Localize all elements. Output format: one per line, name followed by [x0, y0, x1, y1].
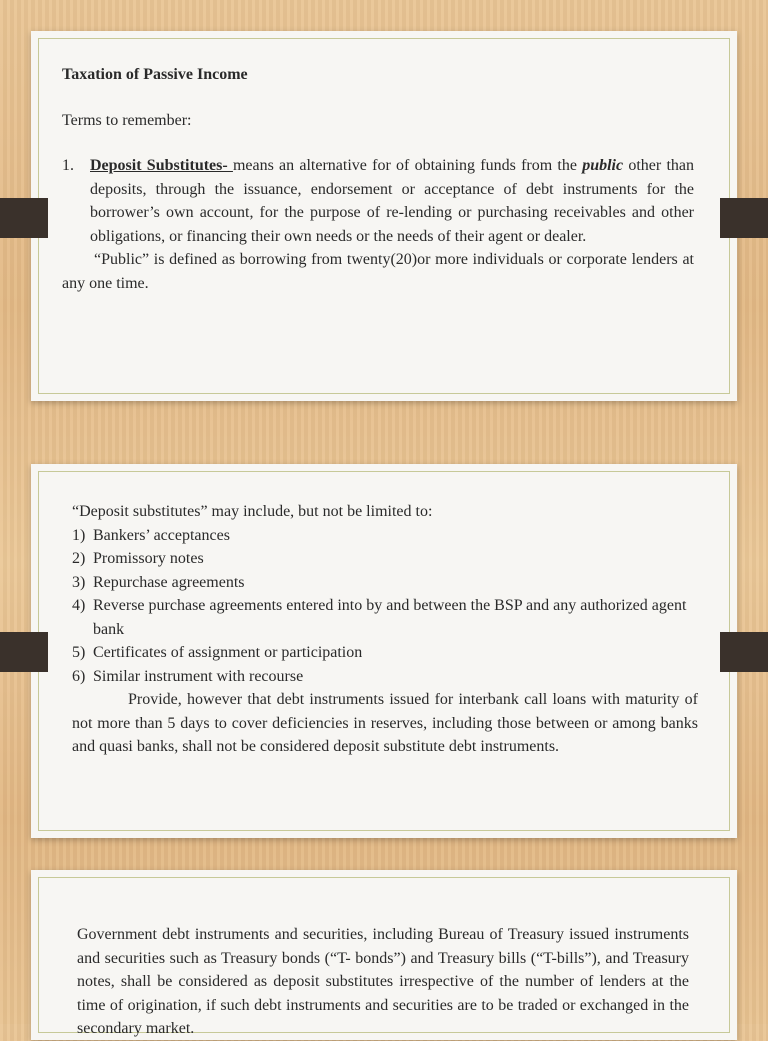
- list-item-number: 4): [72, 597, 86, 614]
- proviso-paragraph: Provide, however that debt instruments issued for interbank call loans with maturity of not more than 5 days to cover deficiencies in reserves, including those between or among banks and quasi banks, shall not be considered deposit substitute debt instruments.: [72, 691, 698, 755]
- slide-3: [31, 870, 737, 1040]
- term-public: public: [582, 157, 624, 174]
- list-item: [72, 641, 698, 665]
- list-item-number: 2): [72, 550, 86, 567]
- list-item-text: Certificates of assignment or participation: [93, 644, 363, 661]
- list-item-number: 1): [72, 526, 86, 544]
- definition-item: [62, 154, 694, 248]
- slide-tab-left: [0, 632, 48, 672]
- slide-tab-right: [720, 198, 768, 238]
- slide-1: [31, 31, 737, 401]
- definition-text: [90, 154, 694, 248]
- list-item: [72, 665, 698, 689]
- list-item-text: Reverse purchase agreements entered into by and between the BSP and any authorized agent bank: [93, 597, 687, 638]
- list-item: [72, 524, 698, 548]
- government-debt-paragraph: Government debt instruments and securities, including Bureau of Treasury issued instruments and securities such as Treasury bonds (“T- bonds”) and Treasury bills (“T-bills”), and Treasury notes, shall be considered as deposit substitutes irrespective of the number of lenders at the time of origination, if such debt instruments and securities are to be traded or exchanged in the secondary market.: [77, 926, 689, 1037]
- list-item-text: Promissory notes: [93, 550, 204, 567]
- list-item: [72, 571, 698, 595]
- terms-label: Terms to remember:: [62, 111, 192, 129]
- slide-1-content: [62, 63, 694, 295]
- list-item-text: Bankers’ acceptances: [93, 526, 230, 544]
- list-item-number: 3): [72, 573, 86, 591]
- slide-tab-left: [0, 198, 48, 238]
- slide-2: [31, 464, 737, 838]
- slide-title: Taxation of Passive Income: [62, 66, 248, 83]
- public-definition: “Public” is defined as borrowing from twenty(20)or more individuals or corporate lenders at any one time.: [62, 251, 694, 292]
- slide-3-content: [77, 923, 689, 1041]
- deposit-substitutes-list: [72, 524, 698, 689]
- slide-2-content: [72, 500, 698, 759]
- definition-part-b: other than deposits, through the issuance, endorsement or acceptance of debt instruments for the borrower’s own account, for the purpose of re-lending or purchasing receivables and other obligations, or financing their own needs or the needs of their agent or dealer.: [90, 157, 694, 245]
- list-item-text: Similar instrument with recourse: [93, 667, 304, 685]
- list-item-number: 5): [72, 644, 86, 661]
- list-item: [72, 547, 698, 571]
- list-intro: “Deposit substitutes” may include, but not be limited to:: [72, 503, 433, 520]
- item-number: 1.: [62, 157, 74, 174]
- list-item: [72, 594, 698, 641]
- slide-tab-right: [720, 632, 768, 672]
- term-deposit-substitutes: Deposit Substitutes-: [90, 157, 233, 174]
- definition-part-a: means an alternative for of obtaining funds from the: [232, 157, 583, 174]
- list-item-number: 6): [72, 667, 86, 685]
- list-item-text: Repurchase agreements: [93, 573, 245, 591]
